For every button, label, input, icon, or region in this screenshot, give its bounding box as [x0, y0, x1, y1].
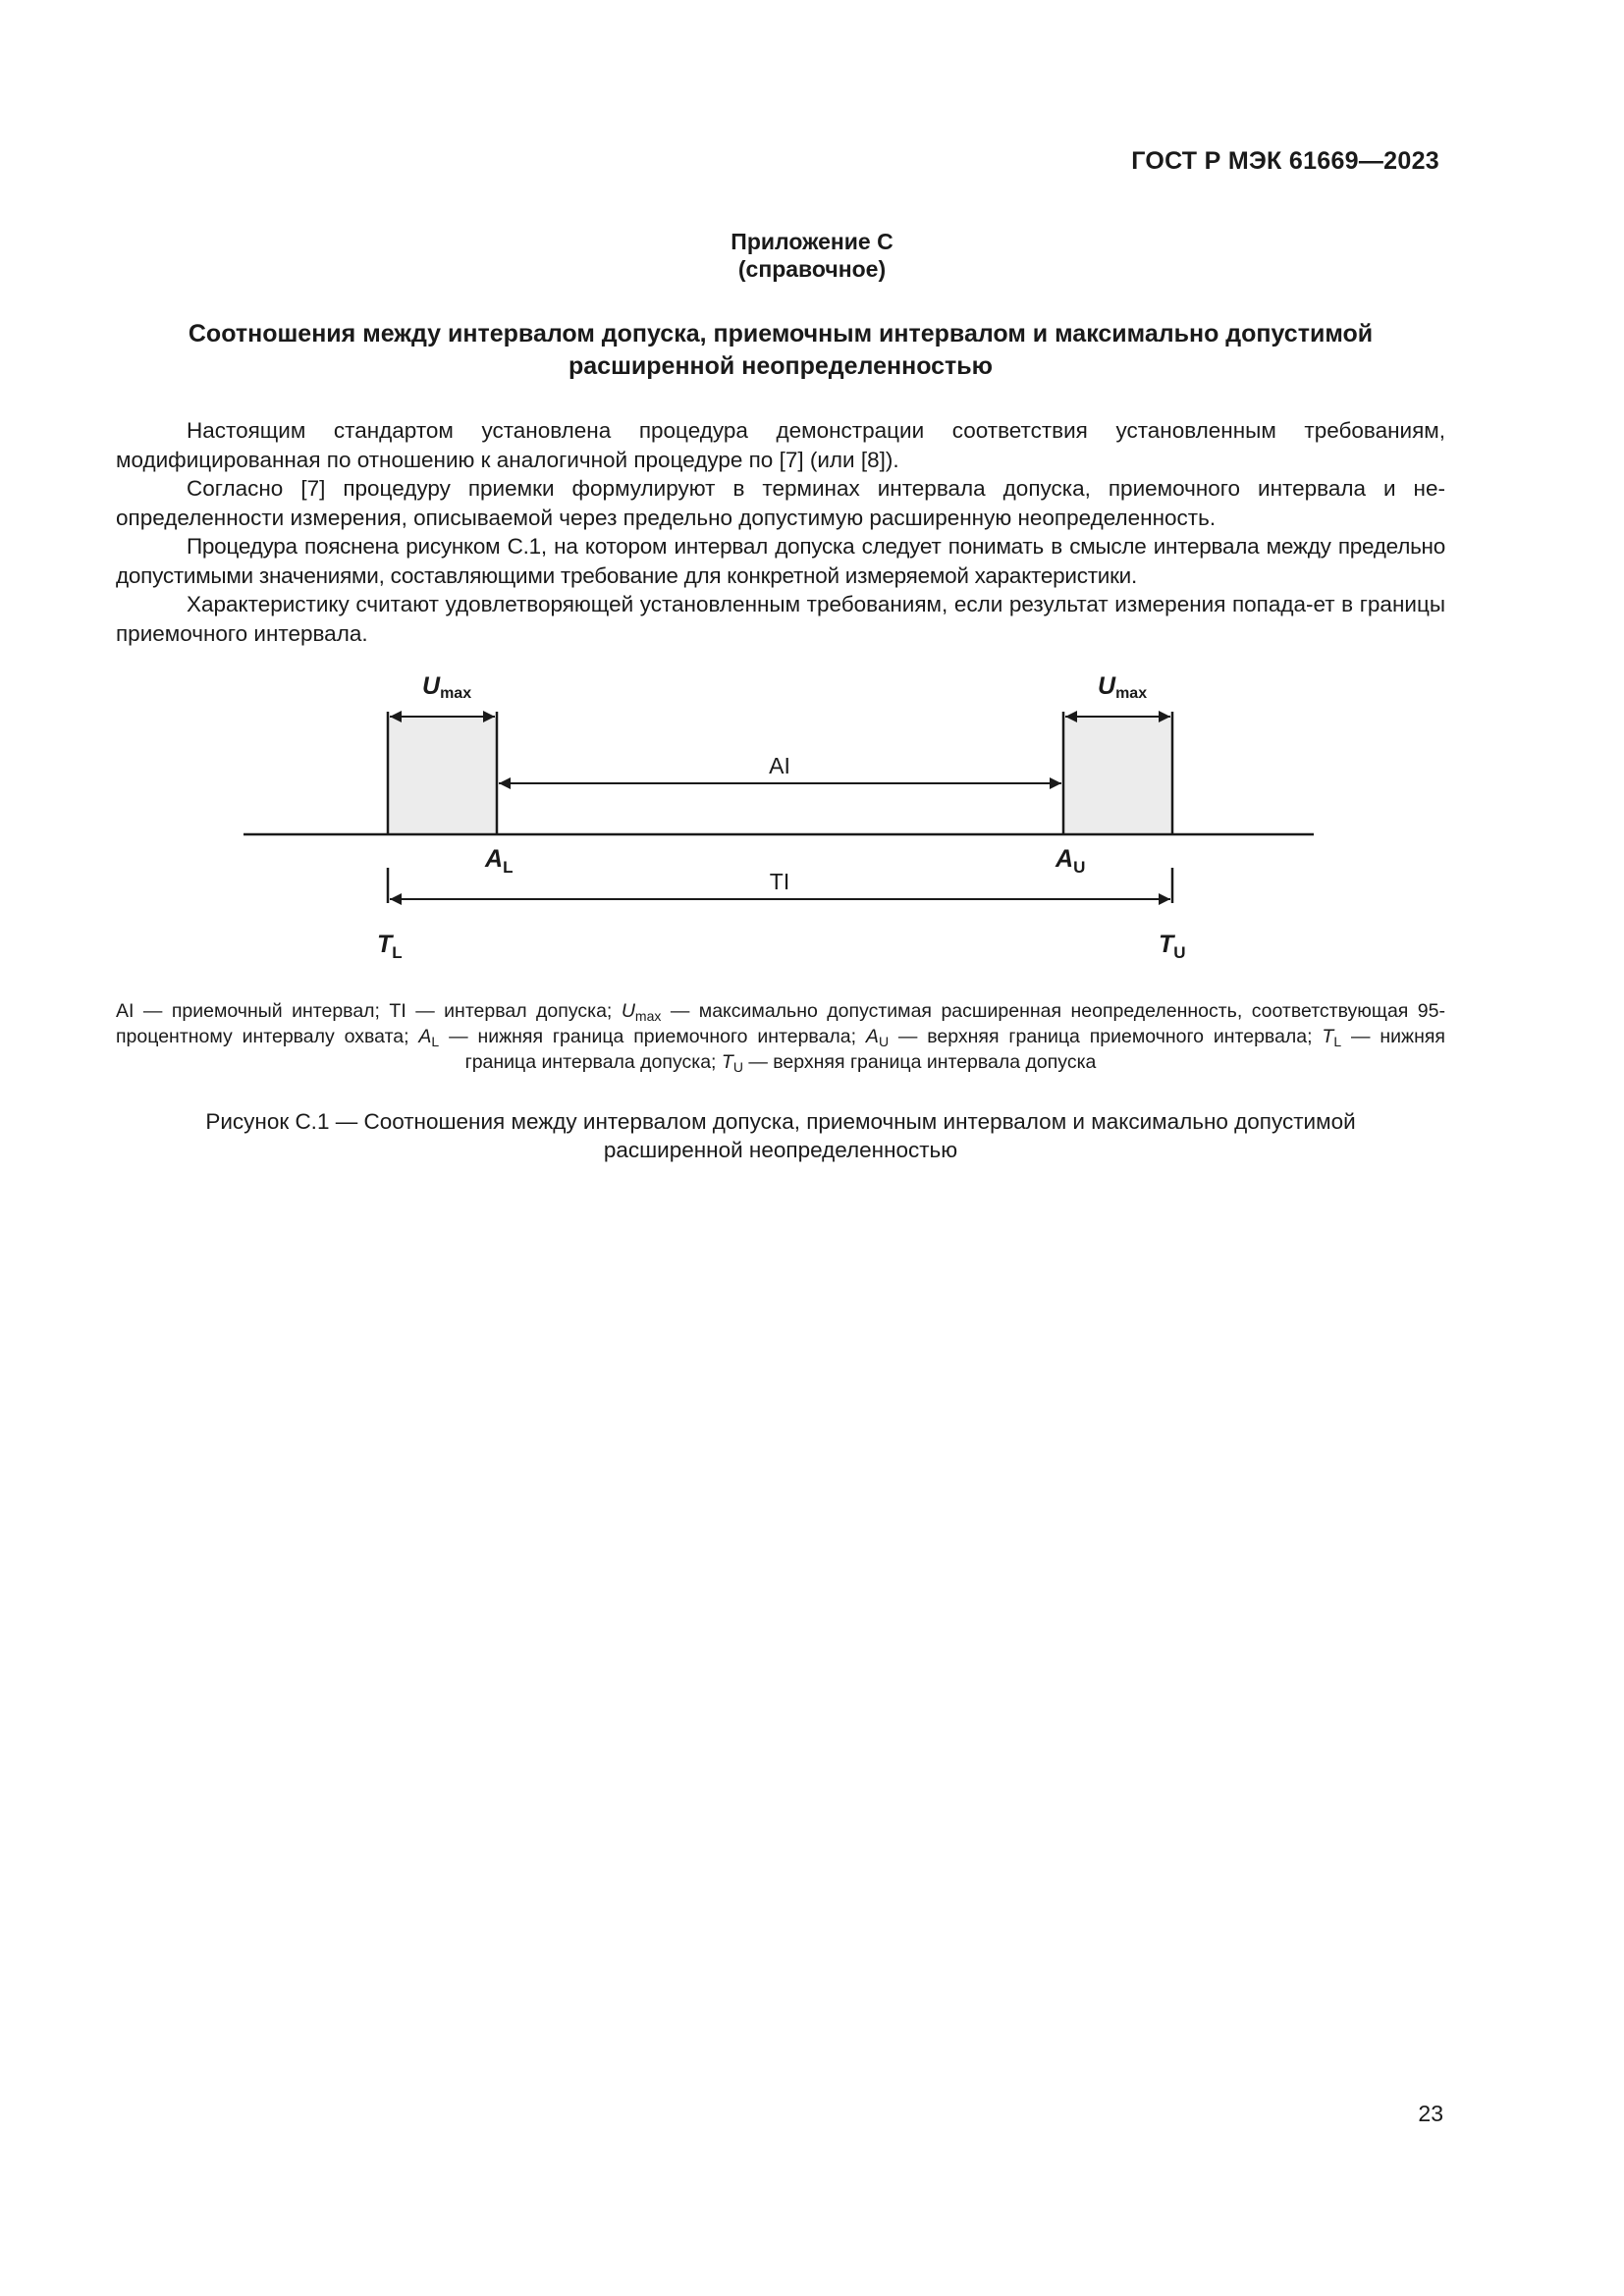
figure-legend: AI — приемочный интервал; TI — интервал допуска; $U_{max}$ — максимально допустимая расширенная неопределенность, соответствующая 95-процентному интервалу охвата; $A_L$ — нижняя граница приемочного интервала; $A_U$ — верхняя граница приемочного интервала; $T_L$ — нижняя граница интервала допуска; $T_U$ — верхняя граница интервала допуска: [116, 1000, 1445, 1075]
au-label: $A_U$: [1056, 845, 1086, 877]
annex-title-line-2: расширенной неопределенностью: [568, 352, 994, 380]
standard-designation: ГОСТ Р МЭК 61669—2023: [1131, 147, 1439, 175]
figure-caption-line-1: Рисунок С.1 — Соотношения между интервалом допуска, приемочным интервалом и максимально допустимой: [205, 1109, 1356, 1134]
tu-label: $T_U$: [1159, 931, 1186, 962]
annex-kind: (справочное): [737, 256, 887, 282]
annex-label: Приложение С: [731, 229, 893, 254]
tl-label: $T_L$: [377, 931, 403, 962]
figure-c1: [116, 658, 1333, 977]
paragraph: Процедура пояснена рисунком С.1, на котором интервал допуска следует понимать в смысле интервала между предельно допустимыми значениями, составляющими требование для конкретной измеряемой характеристики.: [116, 534, 1445, 588]
paragraph: Согласно [7] процедуру приемки формулируют в терминах интервала допуска, приемочного интервала и не-определенности измерения, описываемой через предельно допустимую расширенную неопределенность.: [116, 476, 1445, 530]
lower-umax-label: Umax: [422, 672, 472, 702]
annex-title: [116, 318, 1445, 383]
upper-umax-label: Umax: [1098, 672, 1148, 702]
figure-caption: [116, 1107, 1445, 1164]
annex-title-line-1: Соотношения между интервалом допуска, приемочным интервалом и максимально допустимой: [188, 320, 1374, 347]
al-label: $A_L$: [485, 845, 514, 877]
lower-uncertainty-zone: [388, 717, 497, 834]
paragraph: Настоящим стандартом установлена процедура демонстрации соответствия установленным требованиям, модифицированная по отношению к аналогичной процедуре по [7] (или [8]).: [116, 418, 1445, 472]
paragraph: Характеристику считают удовлетворяющей установленным требованиям, если результат измерения попада-ет в границы приемочного интервала.: [116, 592, 1445, 646]
figure-caption-line-2: расширенной неопределенностью: [603, 1138, 958, 1162]
ti-label: TI: [769, 869, 790, 894]
page-number: 23: [1418, 2101, 1443, 2126]
interval-diagram: [116, 658, 1333, 972]
body-text: [116, 416, 1445, 648]
ai-label: AI: [769, 753, 790, 778]
annex-heading: [0, 228, 1624, 283]
upper-uncertainty-zone: [1063, 717, 1172, 834]
